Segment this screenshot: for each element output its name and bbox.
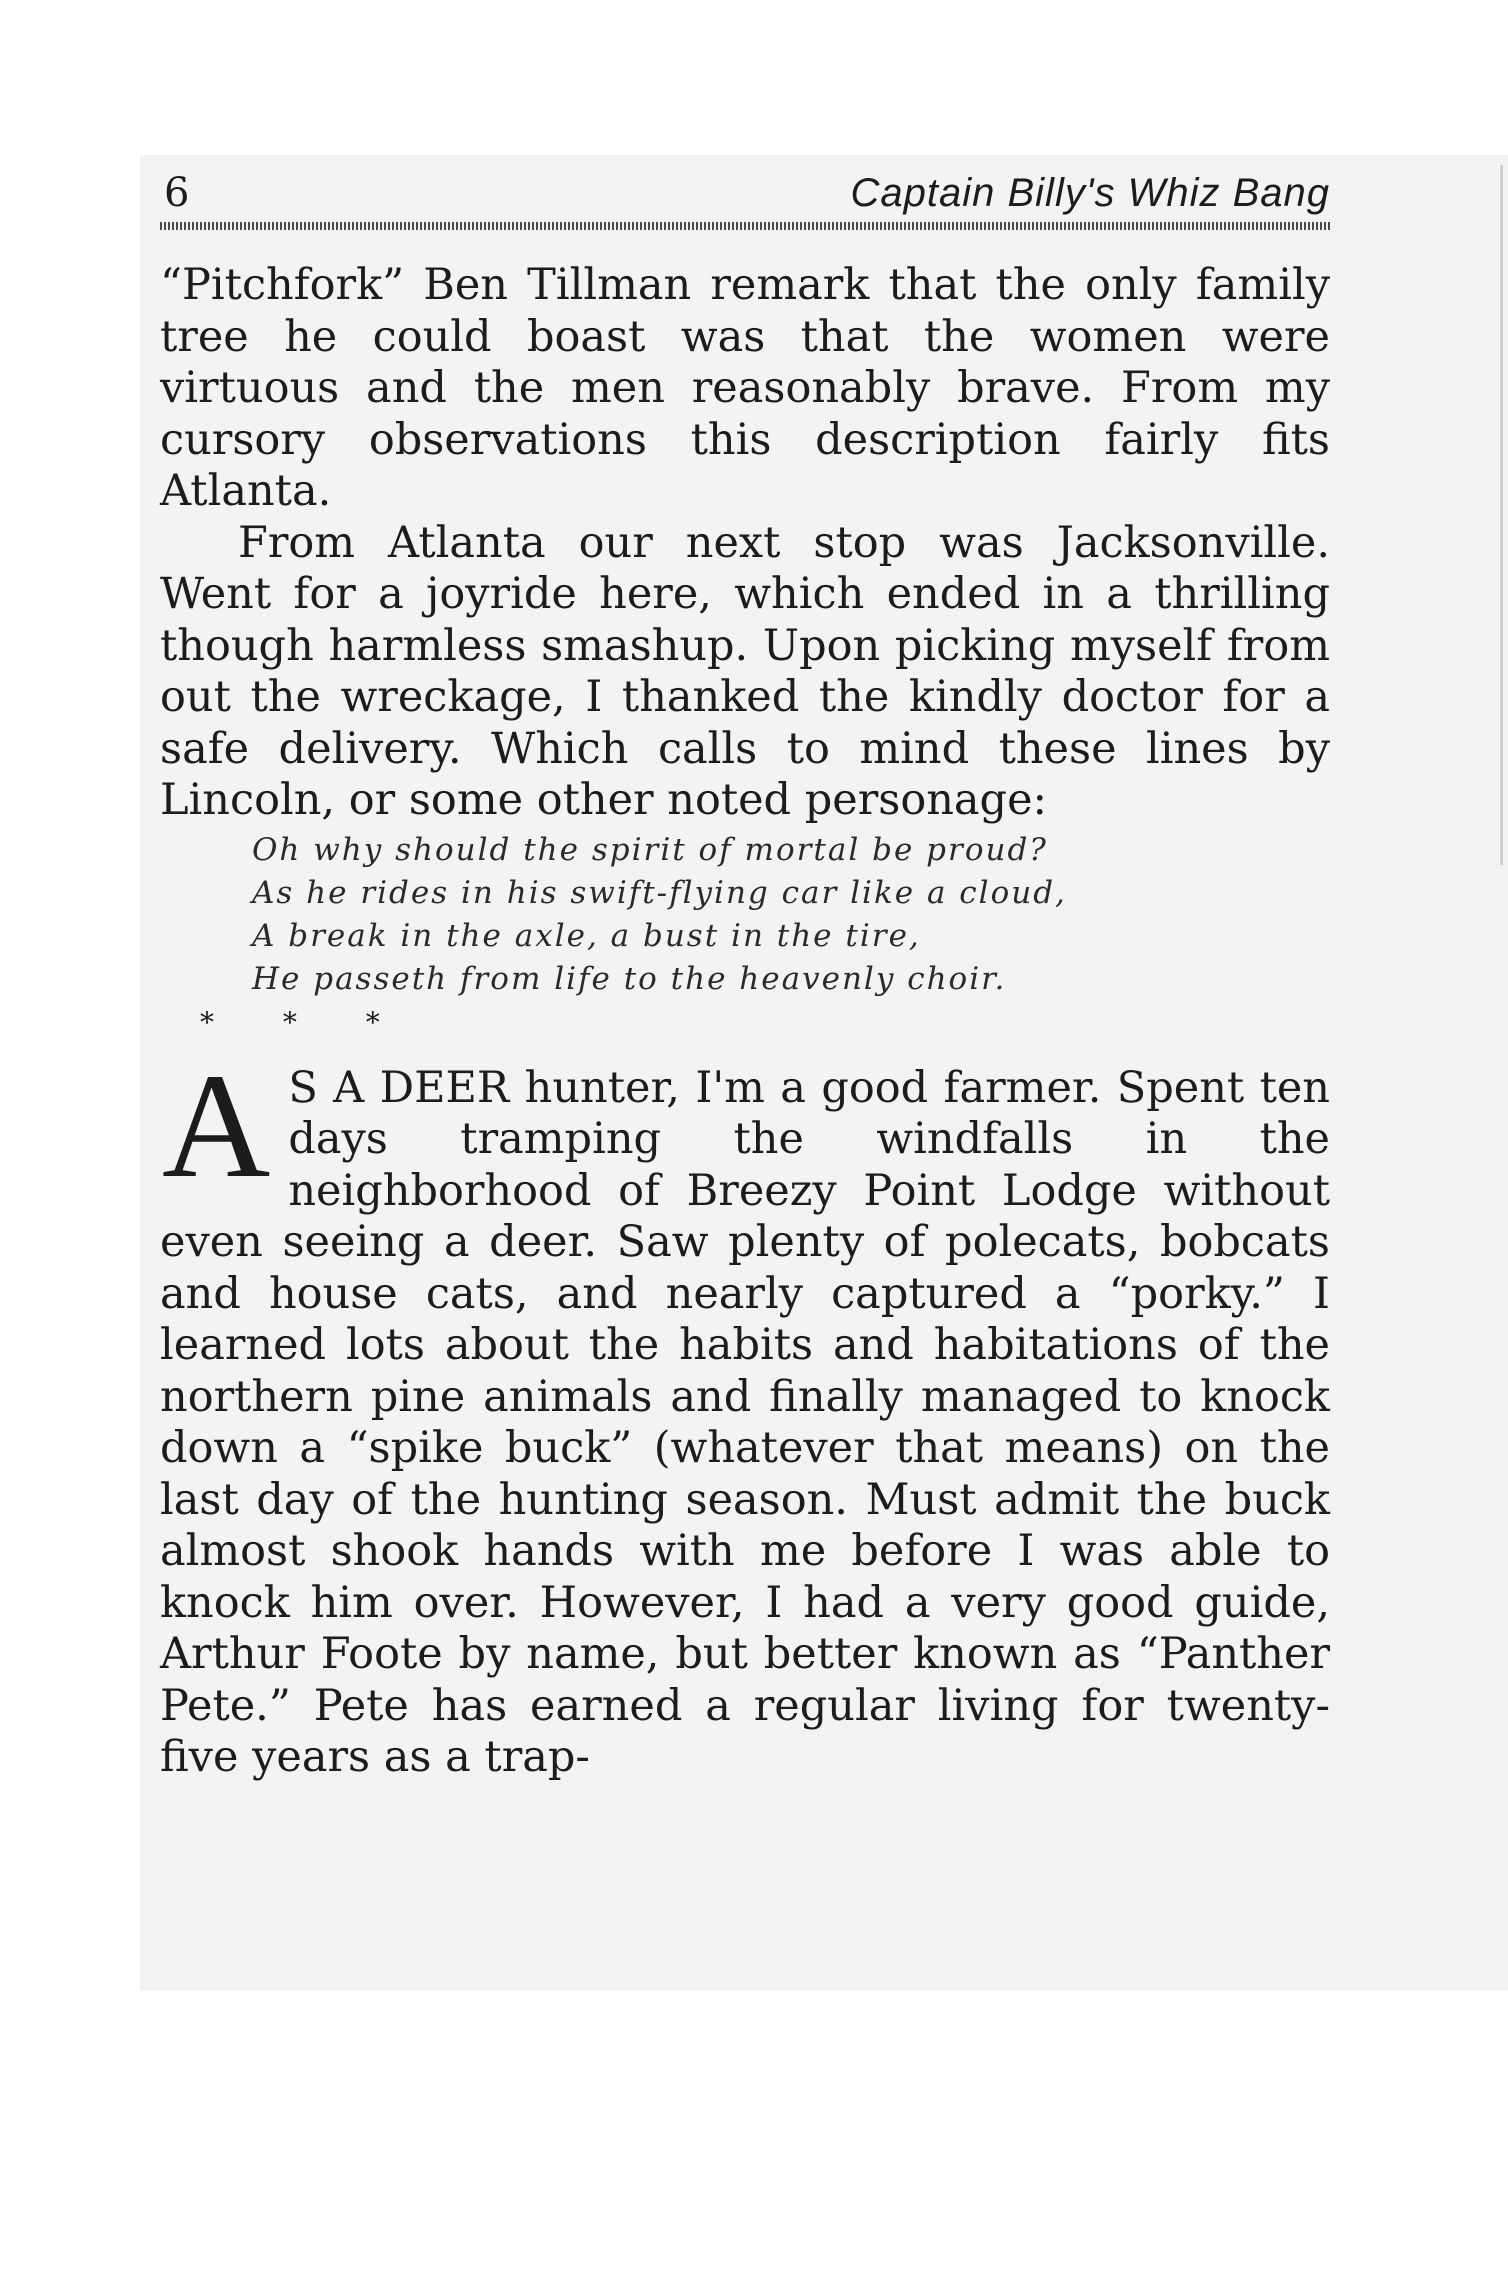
verse-line: Oh why should the spirit of mortal be proud?: [252, 831, 1048, 868]
book-page: [160, 170, 1330, 1784]
verse-line: A break in the axle, a bust in the tire,: [252, 917, 921, 954]
paragraph-jacksonville: From Atlanta our next stop was Jacksonville. Went for a joyride here, which ended in a thrilling though harmless smashup. Upon picking myself from out the wreckage, I thanked the kindly doctor for a safe delivery. Which calls to mind these lines by Lincoln, or some other noted personage:: [160, 517, 1330, 825]
page-edge-shadow: [1500, 165, 1503, 865]
verse-line: As he rides in his swift-flying car like a cloud,: [252, 874, 1067, 911]
page-number: 6: [164, 170, 190, 216]
deer-hunting-section: [160, 1042, 1330, 1784]
section-separator: * * *: [200, 1005, 410, 1039]
verse-block: [252, 829, 1330, 1001]
article-body: [160, 260, 1330, 1784]
page-header: [160, 170, 1330, 218]
running-title: Captain Billy's Whiz Bang: [850, 171, 1330, 215]
drop-cap: A: [162, 1042, 271, 1209]
header-rule: [160, 222, 1330, 230]
paragraph-deer-hunter: S A DEER hunter, I'm a good farmer. Spent ten days tramping the windfalls in the neighborhood of Breezy Point Lodge without even seeing a deer. Saw plenty of polecats, bobcats and house cats, and nearly captured a “porky.” I learned lots about the habits and habitations of the northern pine animals and finally managed to knock down a “spike buck” (whatever that means) on the last day of the hunting season. Must admit the buck almost shook hands with me before I was able to knock him over. However, I had a very good guide, Arthur Foote by name, but better known as “Panther Pete.” Pete has earned a regular living for twenty-five years as a trap-: [160, 1062, 1330, 1782]
verse-line: He passeth from life to the heavenly choir.: [252, 960, 1007, 997]
paragraph-tillman: “Pitchfork” Ben Tillman remark that the only family tree he could boast was that the women were virtuous and the men reasonably brave. From my cursory observations this description fairly fits Atlanta.: [160, 260, 1330, 516]
